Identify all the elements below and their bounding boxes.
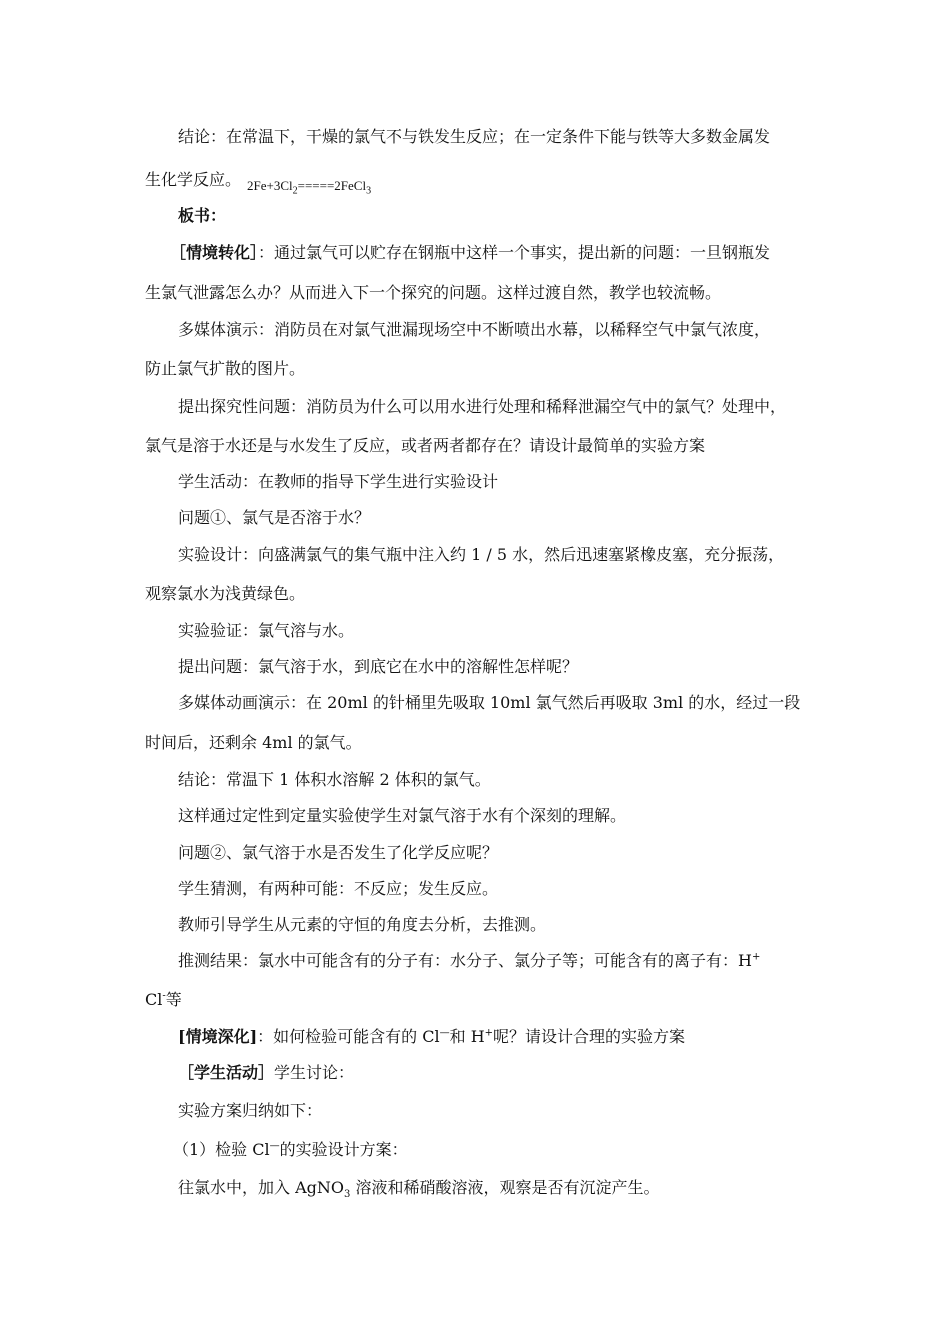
student-activity-label: ［学生活动］ [178,1063,275,1082]
experiment-design-line-2: 观察氯水为浅黄绿色。 [145,584,306,603]
inference-result-line-1 [178,951,760,971]
silver-nitrate-text-a: 往氯水中，加入 AgNO [178,1178,345,1197]
scenario-transition-line-2: 生氯气泄露怎么办？从而进入下一个探究的问题。这样过渡自然，教学也较流畅。 [145,283,722,302]
inference-result-sup: + [751,951,761,963]
inference-result-text: 推测结果：氯水中可能含有的分子有：水分子、氯分子等；可能含有的离子有：H [178,951,752,970]
equation-sub-2: 3 [366,185,372,197]
experiment-design-line-1: 实验设计：向盛满氯气的集气瓶中注入约 1 / 5 水，然后迅速塞紧橡皮塞，充分振荡， [178,545,785,564]
chloride-test-sup: — [269,1140,280,1152]
conclusion-line-1: 结论：在常温下，干燥的氯气不与铁发生反应；在一定条件下能与铁等大多数金属发 [178,127,771,146]
equation-fe-cl2 [247,178,372,197]
qualitative-quantitative-line: 这样通过定性到定量实验使学生对氯气溶于水有个深刻的理解。 [178,806,627,825]
silver-nitrate-sub: 3 [344,1189,351,1201]
equation-left: 2Fe+3Cl [247,178,293,193]
summary-plan-line: 实验方案归纳如下： [178,1101,323,1120]
scenario-transition-text: ：通过氯气可以贮存在钢瓶中这样一个事实，提出新的问题：一旦钢瓶发 [258,243,771,262]
student-activity-line: 学生活动：在教师的指导下学生进行实验设计 [178,472,499,491]
student-guess-line: 学生猜测，有两种可能：不反应；发生反应。 [178,879,499,898]
scenario-deepen-text-b: 和 H [449,1027,485,1046]
inquiry-question-line-2: 氯气是溶于水还是与水发生了反应，或者两者都存在？请设计最简单的实验方案 [145,436,706,455]
scenario-deepen-label: [情境深化] [178,1027,258,1046]
conclusion-line-2: 生化学反应。 [145,170,242,189]
equation-right: =====2FeCl [297,178,367,193]
solubility-question-line: 提出问题：氯气溶于水，到底它在水中的溶解性怎样呢？ [178,657,579,676]
inquiry-question-line-1: 提出探究性问题：消防员为什么可以用水进行处理和稀释泄漏空气中的氯气？处理中， [178,397,787,416]
scenario-transition-label: ［情境转化］ [170,243,259,262]
experiment-verify-line: 实验验证：氯气溶与水。 [178,621,355,640]
question-2-line: 问题②、氯气溶于水是否发生了化学反应呢？ [178,843,499,862]
chloride-test-text-a: （1）检验 Cl [173,1140,270,1159]
multimedia-demo-line-1: 多媒体演示：消防员在对氯气泄漏现场空中不断喷出水幕，以稀释空气中氯气浓度， [178,320,771,339]
scenario-deepen-sup-2: + [484,1027,494,1039]
equation-sub-1: 2 [292,185,298,197]
animation-demo-line-1: 多媒体动画演示：在 20ml 的针桶里先吸取 10ml 氯气然后再吸取 3ml 的水，经过一段 [178,693,801,712]
scenario-deepen-line [178,1027,685,1047]
silver-nitrate-text-b: 溶液和稀硝酸溶液，观察是否有沉淀产生。 [350,1178,660,1197]
scenario-deepen-sup-1: — [439,1027,450,1039]
multimedia-demo-line-2: 防止氯气扩散的图片。 [145,359,306,378]
inference-chloride-sup: - [162,990,166,1002]
inference-tail: 等 [165,990,182,1009]
chloride-test-heading [173,1140,408,1160]
teacher-guide-line: 教师引导学生从元素的守恒的角度去分析，去推测。 [178,915,547,934]
solubility-conclusion-line: 结论：常温下 1 体积水溶解 2 体积的氯气。 [178,770,491,789]
chloride-test-text-b: 的实验设计方案： [279,1140,408,1159]
silver-nitrate-line [178,1178,660,1201]
board-heading: 板书： [178,206,227,225]
scenario-transition-line-1 [170,243,770,263]
student-discussion-line [178,1063,354,1083]
question-1-line: 问题①、氯气是否溶于水？ [178,508,371,527]
student-discussion-text: 学生讨论： [274,1063,355,1082]
inference-chloride-text: Cl [145,990,163,1009]
animation-demo-line-2: 时间后，还剩余 4ml 的氯气。 [145,733,362,752]
scenario-deepen-text-c: 呢？请设计合理的实验方案 [493,1027,686,1046]
scenario-deepen-text-a: ：如何检验可能含有的 Cl [257,1027,440,1046]
inference-result-line-2 [145,990,182,1010]
